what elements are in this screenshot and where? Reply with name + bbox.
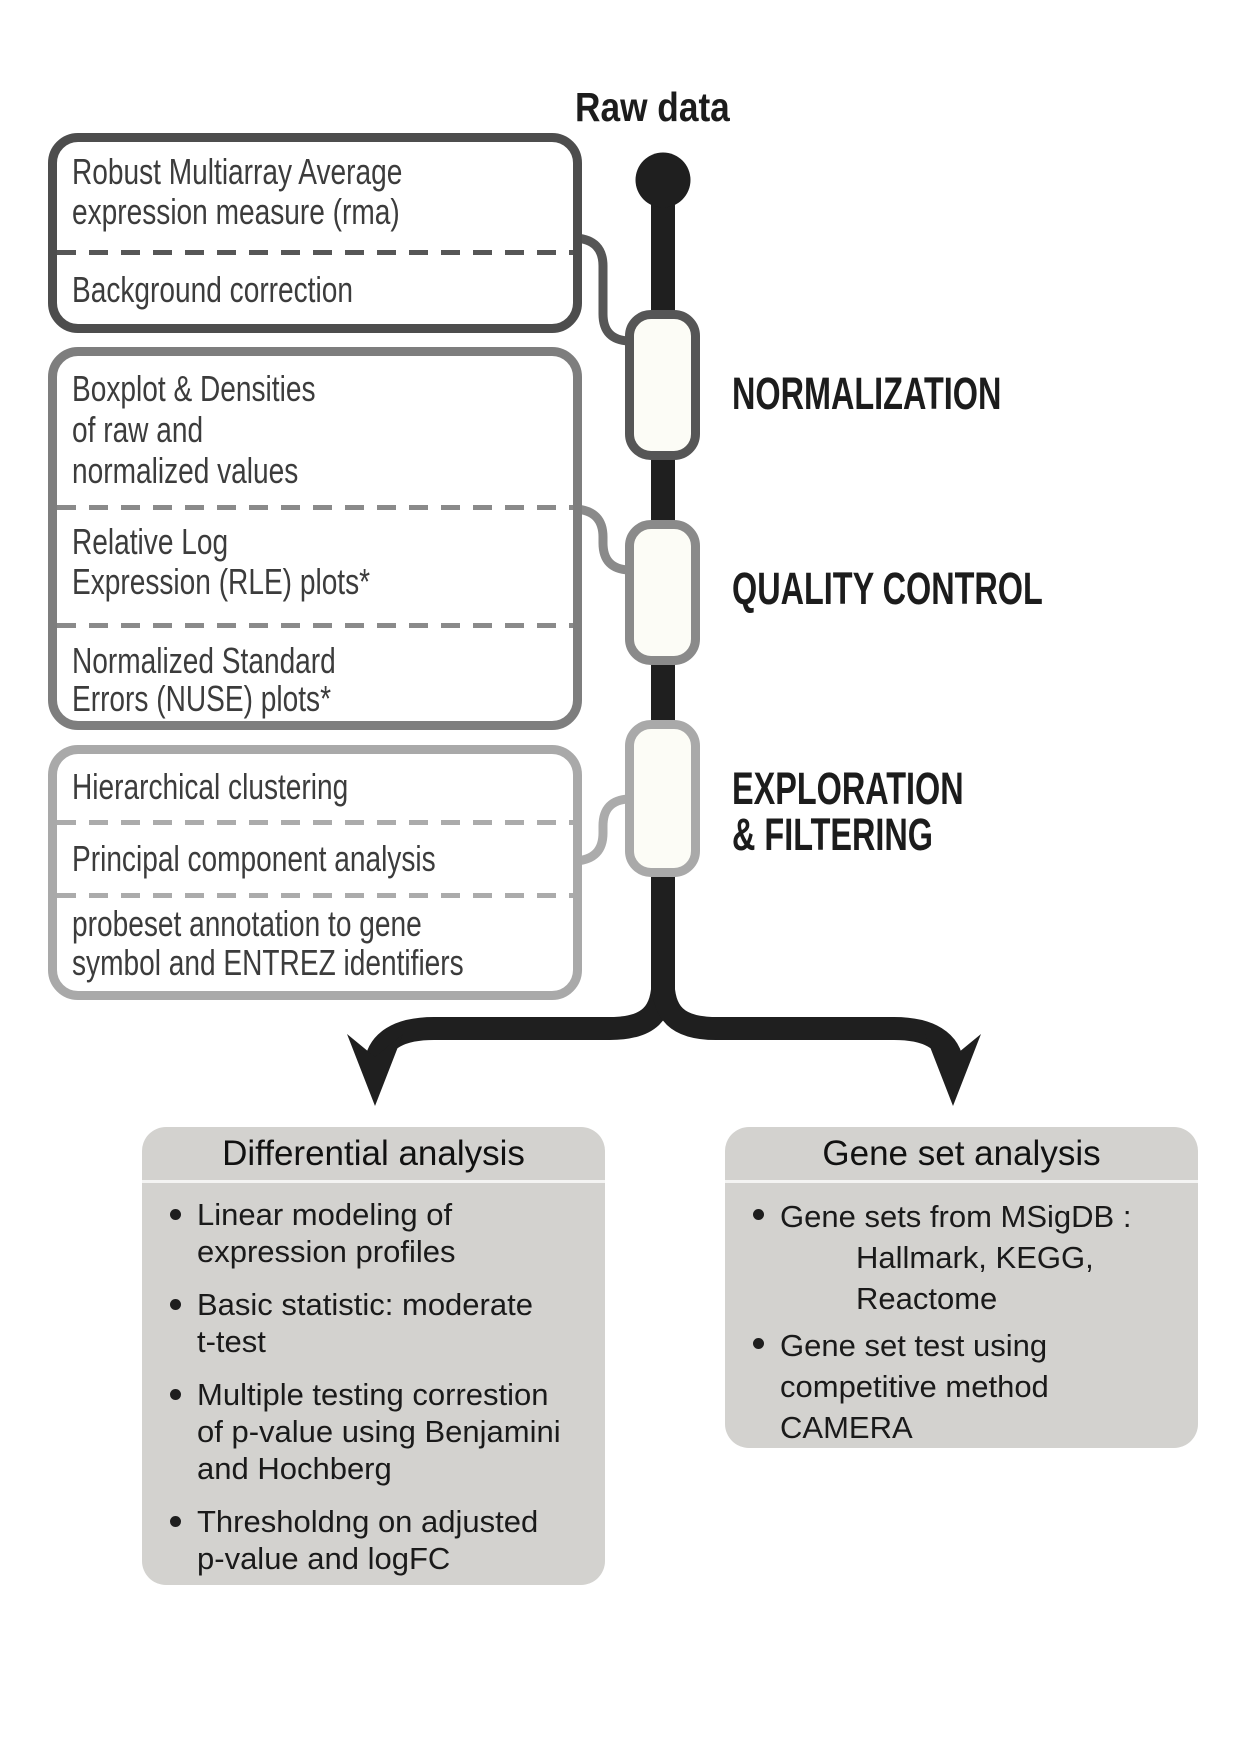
raw-data-title: Raw data bbox=[575, 84, 730, 130]
list-item bbox=[170, 1196, 595, 1270]
bullet-icon bbox=[170, 1389, 181, 1400]
branch-right bbox=[663, 950, 953, 1066]
rma-row-background bbox=[57, 255, 573, 324]
stage-label-exploration bbox=[732, 763, 964, 860]
explore-row-pca bbox=[57, 825, 573, 893]
step-box-quality bbox=[48, 347, 582, 730]
explore-row-annotation bbox=[57, 898, 573, 986]
step-box-rma bbox=[48, 133, 582, 333]
rma-line2: expression measure (rma) bbox=[72, 191, 400, 232]
bullet-line: Thresholdng on adjusted bbox=[197, 1504, 539, 1539]
bullet-line: Hallmark, KEGG, bbox=[856, 1240, 1094, 1275]
differential-analysis-title: Differential analysis bbox=[222, 1133, 525, 1173]
list-item bbox=[753, 1196, 1188, 1319]
bullet-line: Linear modeling of bbox=[197, 1197, 453, 1232]
step-box-exploration bbox=[48, 745, 582, 1000]
panel-gene-set-analysis bbox=[725, 1127, 1198, 1448]
bullet-line: t-test bbox=[197, 1324, 266, 1359]
bullet-icon bbox=[170, 1516, 181, 1527]
bullet-line: p-value and logFC bbox=[197, 1541, 451, 1576]
nuse-line1: Normalized Standard bbox=[72, 640, 336, 681]
bullet-line: Gene sets from MSigDB : bbox=[780, 1199, 1132, 1234]
qc-row-nuse bbox=[57, 628, 573, 721]
qc-row-boxplot bbox=[57, 356, 573, 505]
bullet-line: CAMERA bbox=[780, 1410, 913, 1445]
bullet-line: and Hochberg bbox=[197, 1451, 392, 1486]
rma-row-method bbox=[57, 142, 573, 250]
clustering-label: Hierarchical clustering bbox=[72, 766, 349, 807]
connector-normalization bbox=[576, 238, 629, 341]
pca-label: Principal component analysis bbox=[72, 838, 436, 879]
list-item bbox=[170, 1376, 595, 1487]
gene-set-analysis-list bbox=[725, 1183, 1198, 1448]
bullet-line: Basic statistic: moderate bbox=[197, 1287, 533, 1322]
list-item bbox=[170, 1286, 595, 1360]
bullet-line: competitive method bbox=[780, 1369, 1049, 1404]
bullet-icon bbox=[753, 1209, 764, 1220]
background-correction-label: Background correction bbox=[72, 268, 353, 310]
bullet-line: Multiple testing correstion bbox=[197, 1377, 549, 1412]
bullet-icon bbox=[170, 1209, 181, 1220]
qc-row-rle bbox=[57, 510, 573, 623]
exploration-line1: EXPLORATION bbox=[732, 763, 964, 814]
gene-set-analysis-title: Gene set analysis bbox=[822, 1133, 1101, 1173]
qc-line2: of raw and bbox=[72, 409, 204, 450]
rle-line1: Relative Log bbox=[72, 521, 229, 562]
bullet-line: of p-value using Benjamini bbox=[197, 1414, 561, 1449]
stage-label-quality-control: QUALITY CONTROL bbox=[732, 563, 1043, 614]
rma-line1: Robust Multiarray Average bbox=[72, 151, 403, 192]
differential-analysis-list bbox=[142, 1183, 605, 1577]
panel-differential-analysis bbox=[142, 1127, 605, 1585]
explore-row-clustering bbox=[57, 754, 573, 820]
bullet-line: Gene set test using bbox=[780, 1328, 1048, 1363]
annotation-line1: probeset annotation to gene bbox=[72, 903, 422, 944]
connector-exploration bbox=[576, 799, 629, 861]
list-item bbox=[170, 1503, 595, 1577]
rle-line2: Expression (RLE) plots* bbox=[72, 561, 371, 602]
bullet-line: Reactome bbox=[856, 1281, 998, 1316]
node-quality-control bbox=[625, 520, 700, 665]
nuse-line2: Errors (NUSE) plots* bbox=[72, 678, 332, 719]
node-exploration bbox=[625, 720, 700, 877]
exploration-line2: & FILTERING bbox=[732, 809, 933, 860]
list-item bbox=[753, 1325, 1188, 1448]
bullet-line: expression profiles bbox=[197, 1234, 456, 1269]
node-normalization bbox=[625, 310, 700, 460]
raw-data-dot-icon bbox=[636, 153, 691, 208]
stage-label-normalization: NORMALIZATION bbox=[732, 368, 1002, 419]
qc-line1: Boxplot & Densities bbox=[72, 368, 316, 409]
qc-line3: normalized values bbox=[72, 450, 299, 491]
connector-quality bbox=[576, 509, 629, 570]
annotation-line2: symbol and ENTREZ identifiers bbox=[72, 942, 464, 983]
bullet-icon bbox=[753, 1338, 764, 1349]
bullet-icon bbox=[170, 1299, 181, 1310]
